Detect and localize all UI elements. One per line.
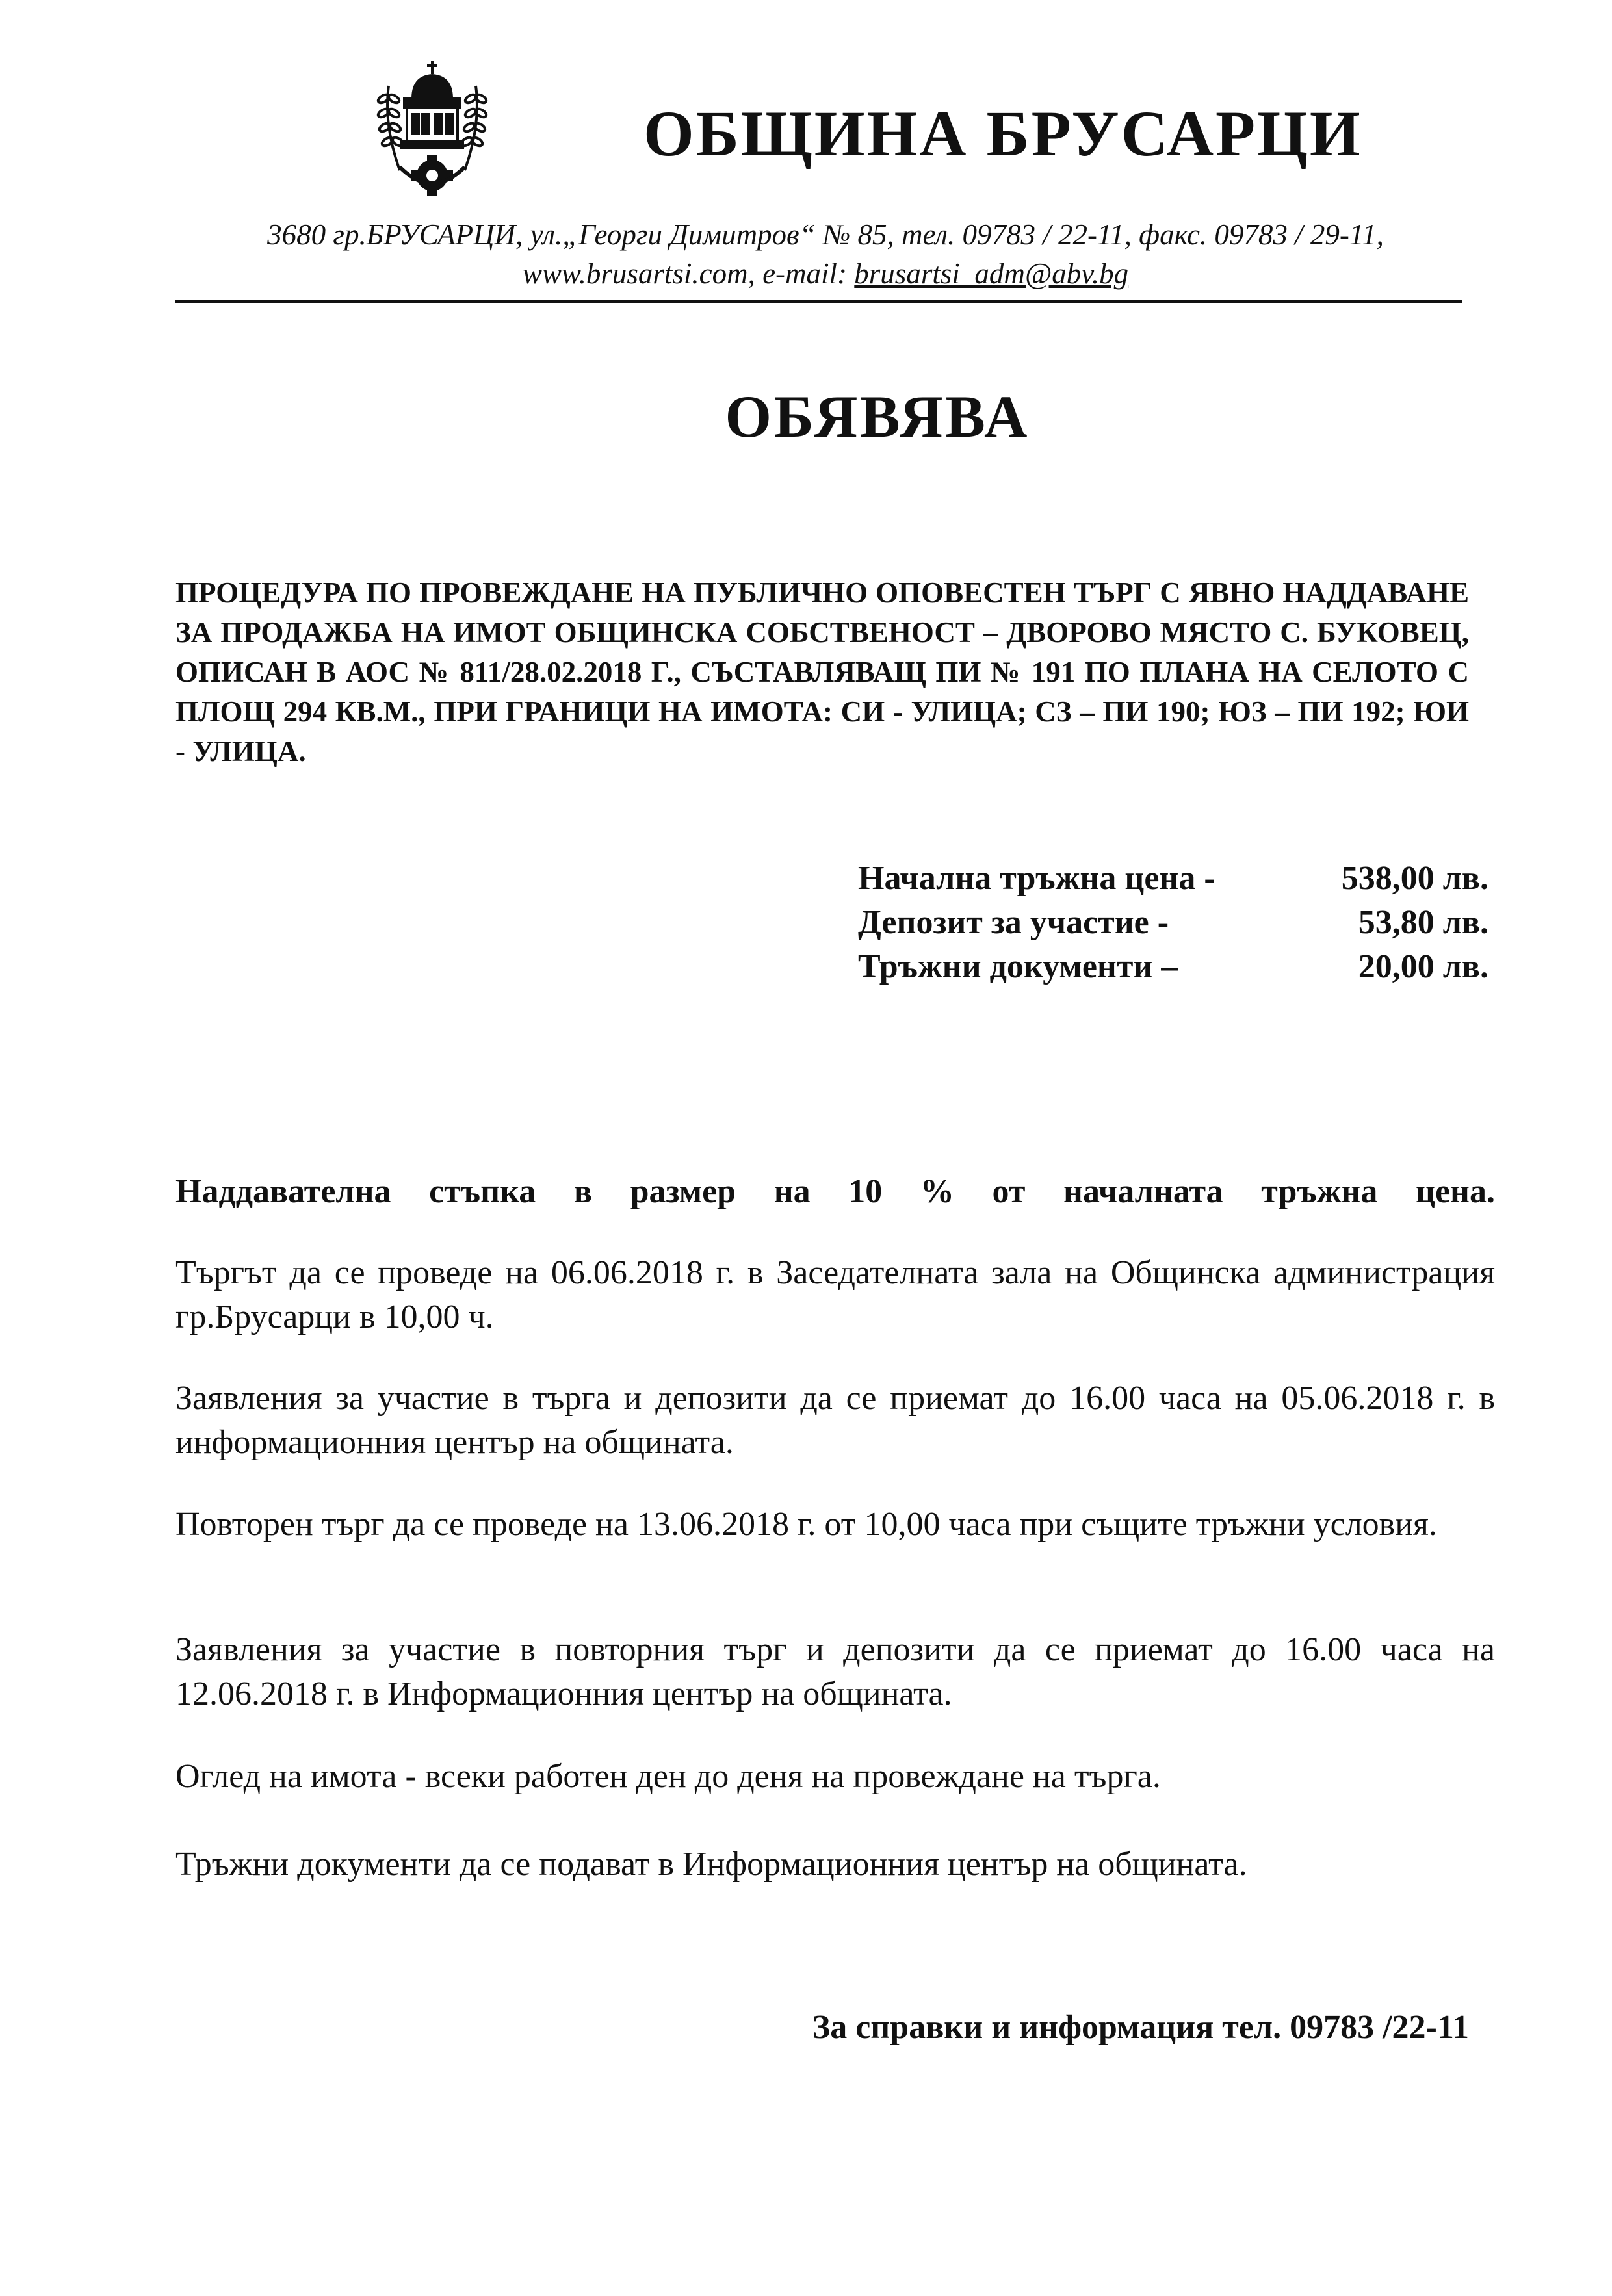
pricing-table: [858, 857, 1508, 989]
header-divider: [176, 300, 1462, 303]
website-label: www.brusartsi.com, e-mail:: [522, 257, 855, 290]
email-link[interactable]: brusartsi_adm@abv.bg: [854, 257, 1129, 290]
inspection-paragraph: Оглед на имота - всеки работен ден до деня на провеждане на търга.: [176, 1758, 1161, 1795]
bid-step-paragraph: Наддавателна стъпка в размер на 10 % от началната тръжна цена.: [176, 1173, 1495, 1210]
pricing-value: 538,00 лв.: [1341, 860, 1488, 897]
repeat-auction-paragraph: Повторен търг да се проведе на 13.06.2018 г. от 10,00 часа при същите тръжни условия.: [176, 1506, 1437, 1543]
pricing-value: 20,00 лв.: [1358, 948, 1488, 985]
repeat-applications-paragraph: Заявления за участие в повторния търг и депозити да се приемат до 16.00 часа на 12.06.2018 г. в Информационния център на общината.: [176, 1631, 1495, 1712]
pricing-value: 53,80 лв.: [1358, 904, 1488, 941]
pricing-row-documents: [858, 945, 1508, 989]
address-line: 3680 гр.БРУСАРЦИ, ул.„Георги Димитров“ № 85, тел. 09783 / 22-11, факс. 09783 / 29-11,: [267, 218, 1384, 251]
documents-paragraph: Тръжни документи да се подават в Информационния център на общината.: [176, 1846, 1247, 1883]
procedure-description: ПРОЦЕДУРА ПО ПРОВЕЖДАНЕ НА ПУБЛИЧНО ОПОВЕСТЕН ТЪРГ С ЯВНО НАДДАВАНЕ ЗА ПРОДАЖБА НА ИМОТ ОБЩИНСКА СОБСТВЕНОСТ – ДВОРОВО МЯСТО С. БУКОВЕЦ, ОПИСАН В АОС № 811/28.02.2018 Г., СЪСТАВЛЯВАЩ ПИ № 191 ПО ПЛАНА НА СЕЛОТО С ПЛОЩ 294 КВ.М., ПРИ ГРАНИЦИ НА ИМОТА: СИ - УЛИЦА; СЗ – ПИ 190; ЮЗ – ПИ 192; ЮИ - УЛИЦА.: [176, 576, 1469, 767]
pricing-row-deposit: [858, 901, 1508, 945]
pricing-row-starting-price: [858, 857, 1508, 901]
applications-paragraph: Заявления за участие в търга и депозити да се приемат до 16.00 часа на 05.06.2018 г. в информационния център на общината.: [176, 1380, 1495, 1461]
municipal-coat-of-arms-icon: [364, 60, 500, 203]
auction-date-paragraph: Търгът да се проведе на 06.06.2018 г. в Заседателната зала на Общинска администрация гр.Брусарци в 10,00 ч.: [176, 1254, 1495, 1335]
contact-info: За справки и информация тел. 09783 /22-11: [812, 2009, 1469, 2046]
pricing-label: Депозит за участие -: [858, 904, 1169, 941]
municipality-name: ОБЩИНА БРУСАРЦИ: [644, 97, 1362, 170]
web-email-line: [176, 257, 1476, 290]
pricing-label: Начална тръжна цена -: [858, 860, 1216, 897]
document-title: ОБЯВЯВА: [725, 383, 1030, 450]
pricing-label: Тръжни документи –: [858, 948, 1178, 985]
